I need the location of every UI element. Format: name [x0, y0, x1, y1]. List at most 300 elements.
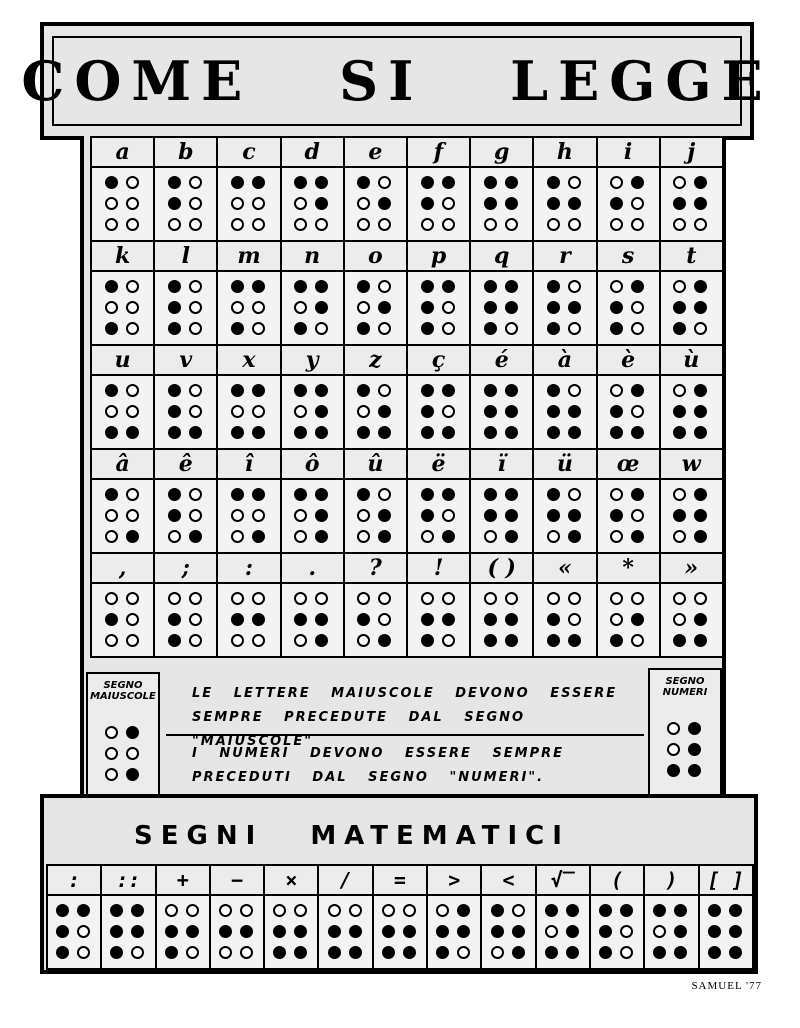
raised-dot	[442, 176, 455, 189]
empty-dot	[168, 218, 181, 231]
raised-dot	[442, 488, 455, 501]
symbol-label: d	[282, 138, 345, 168]
symbol-label: à	[534, 346, 597, 376]
raised-dot	[566, 946, 579, 959]
braille-cell	[661, 168, 724, 242]
empty-dot	[126, 280, 139, 293]
raised-dot	[694, 613, 707, 626]
empty-dot	[484, 530, 497, 543]
raised-dot	[610, 509, 623, 522]
symbol-label: ü	[534, 450, 597, 480]
braille-cell	[345, 168, 408, 242]
raised-dot	[273, 925, 286, 938]
raised-dot	[694, 384, 707, 397]
braille-pattern	[610, 280, 646, 337]
braille-cell	[428, 896, 482, 970]
raised-dot	[673, 301, 686, 314]
raised-dot	[421, 634, 434, 647]
raised-dot	[484, 405, 497, 418]
braille-cell	[598, 376, 661, 450]
braille-pattern	[610, 384, 646, 441]
raised-dot	[165, 946, 178, 959]
symbol-label: œ	[598, 450, 661, 480]
raised-dot	[421, 613, 434, 626]
empty-dot	[512, 904, 525, 917]
raised-dot	[673, 197, 686, 210]
empty-dot	[189, 613, 202, 626]
empty-dot	[610, 218, 623, 231]
raised-dot	[673, 322, 686, 335]
raised-dot	[294, 925, 307, 938]
raised-dot	[252, 176, 265, 189]
empty-dot	[547, 530, 560, 543]
empty-dot	[231, 509, 244, 522]
braille-pattern	[357, 488, 393, 545]
letters-grid	[90, 136, 724, 658]
empty-dot	[547, 218, 560, 231]
braille-cell	[282, 272, 345, 346]
capital-sign-box	[86, 672, 160, 796]
braille-pattern	[168, 488, 204, 545]
capital-sign-dots	[105, 726, 141, 783]
empty-dot	[568, 322, 581, 335]
raised-dot	[599, 904, 612, 917]
symbol-label: y	[282, 346, 345, 376]
braille-cell	[534, 168, 597, 242]
symbol-label: î	[218, 450, 281, 480]
empty-dot	[505, 322, 518, 335]
symbol-label: :	[48, 866, 102, 896]
raised-dot	[599, 946, 612, 959]
braille-cell	[155, 584, 218, 658]
raised-dot	[378, 301, 391, 314]
braille-cell	[645, 896, 699, 970]
raised-dot	[673, 405, 686, 418]
raised-dot	[240, 925, 253, 938]
braille-cell	[155, 272, 218, 346]
raised-dot	[568, 634, 581, 647]
braille-cell	[345, 480, 408, 554]
symbol-label: z	[345, 346, 408, 376]
symbol-label: s	[598, 242, 661, 272]
raised-dot	[568, 509, 581, 522]
braille-cell	[282, 168, 345, 242]
symbol-label: k	[92, 242, 155, 272]
raised-dot	[421, 426, 434, 439]
number-sign-box	[648, 668, 722, 796]
raised-dot	[457, 904, 470, 917]
raised-dot	[673, 634, 686, 647]
empty-dot	[491, 946, 504, 959]
empty-dot	[189, 218, 202, 231]
braille-pattern	[673, 488, 709, 545]
symbol-label: r	[534, 242, 597, 272]
braille-pattern	[294, 280, 330, 337]
empty-dot	[631, 634, 644, 647]
raised-dot	[315, 634, 328, 647]
braille-cell	[92, 168, 155, 242]
braille-pattern	[357, 176, 393, 233]
empty-dot	[673, 218, 686, 231]
empty-dot	[568, 218, 581, 231]
raised-dot	[357, 613, 370, 626]
empty-dot	[631, 301, 644, 314]
raised-dot	[505, 426, 518, 439]
empty-dot	[382, 904, 395, 917]
empty-dot	[357, 301, 370, 314]
raised-dot	[568, 426, 581, 439]
empty-dot	[568, 384, 581, 397]
number-sign-caption: SEGNO NUMERI	[662, 676, 708, 698]
braille-pattern	[231, 592, 267, 649]
empty-dot	[126, 613, 139, 626]
braille-pattern	[436, 904, 472, 961]
symbol-label: â	[92, 450, 155, 480]
raised-dot	[378, 197, 391, 210]
empty-dot	[105, 405, 118, 418]
empty-dot	[294, 218, 307, 231]
raised-dot	[547, 634, 560, 647]
empty-dot	[165, 904, 178, 917]
raised-dot	[484, 322, 497, 335]
raised-dot	[484, 613, 497, 626]
empty-dot	[442, 592, 455, 605]
braille-cell	[471, 584, 534, 658]
raised-dot	[505, 280, 518, 293]
symbol-label: ë	[408, 450, 471, 480]
raised-dot	[105, 613, 118, 626]
empty-dot	[126, 634, 139, 647]
braille-cell	[591, 896, 645, 970]
braille-pattern	[421, 280, 457, 337]
empty-dot	[126, 384, 139, 397]
empty-dot	[77, 946, 90, 959]
raised-dot	[315, 426, 328, 439]
braille-cell	[374, 896, 428, 970]
symbol-label: u	[92, 346, 155, 376]
raised-dot	[421, 405, 434, 418]
raised-dot	[547, 322, 560, 335]
empty-dot	[189, 509, 202, 522]
braille-cell	[218, 584, 281, 658]
empty-dot	[252, 405, 265, 418]
raised-dot	[168, 613, 181, 626]
raised-dot	[694, 197, 707, 210]
raised-dot	[168, 405, 181, 418]
raised-dot	[484, 197, 497, 210]
braille-pattern	[294, 592, 330, 649]
empty-dot	[252, 218, 265, 231]
symbol-label: ×	[265, 866, 319, 896]
raised-dot	[568, 405, 581, 418]
raised-dot	[357, 426, 370, 439]
braille-cell	[92, 272, 155, 346]
braille-pattern	[382, 904, 418, 961]
raised-dot	[189, 426, 202, 439]
empty-dot	[667, 722, 680, 735]
empty-dot	[126, 197, 139, 210]
empty-dot	[653, 925, 666, 938]
symbol-label: p	[408, 242, 471, 272]
empty-dot	[357, 530, 370, 543]
braille-cell	[537, 896, 591, 970]
raised-dot	[505, 488, 518, 501]
raised-dot	[484, 488, 497, 501]
empty-dot	[189, 384, 202, 397]
empty-dot	[545, 925, 558, 938]
empty-dot	[442, 197, 455, 210]
braille-pattern	[105, 176, 141, 233]
braille-pattern	[357, 592, 393, 649]
raised-dot	[688, 722, 701, 735]
raised-dot	[674, 946, 687, 959]
symbol-label: ï	[471, 450, 534, 480]
page-title: COME SI LEGGE	[21, 49, 773, 113]
empty-dot	[252, 592, 265, 605]
raised-dot	[708, 904, 721, 917]
raised-dot	[484, 634, 497, 647]
raised-dot	[294, 280, 307, 293]
empty-dot	[189, 176, 202, 189]
braille-cell	[265, 896, 319, 970]
empty-dot	[442, 509, 455, 522]
symbol-label: w	[661, 450, 724, 480]
empty-dot	[442, 322, 455, 335]
symbol-label: ê	[155, 450, 218, 480]
raised-dot	[168, 488, 181, 501]
raised-dot	[547, 197, 560, 210]
empty-dot	[294, 530, 307, 543]
empty-dot	[219, 904, 232, 917]
math-grid	[46, 864, 754, 970]
symbol-label: ::	[102, 866, 156, 896]
symbol-label: >	[428, 866, 482, 896]
empty-dot	[457, 946, 470, 959]
raised-dot	[421, 322, 434, 335]
raised-dot	[491, 904, 504, 917]
empty-dot	[694, 322, 707, 335]
raised-dot	[610, 197, 623, 210]
raised-dot	[231, 426, 244, 439]
raised-dot	[110, 946, 123, 959]
symbol-label: i	[598, 138, 661, 168]
empty-dot	[252, 301, 265, 314]
raised-dot	[378, 530, 391, 543]
symbol-label: √‾	[537, 866, 591, 896]
raised-dot	[547, 301, 560, 314]
braille-pattern	[547, 384, 583, 441]
braille-cell	[471, 272, 534, 346]
symbol-label: h	[534, 138, 597, 168]
raised-dot	[547, 426, 560, 439]
empty-dot	[105, 592, 118, 605]
raised-dot	[126, 768, 139, 781]
raised-dot	[653, 904, 666, 917]
empty-dot	[357, 592, 370, 605]
raised-dot	[168, 384, 181, 397]
empty-dot	[378, 218, 391, 231]
symbol-label: t	[661, 242, 724, 272]
braille-cell	[92, 480, 155, 554]
braille-cell	[282, 584, 345, 658]
raised-dot	[512, 946, 525, 959]
raised-dot	[357, 322, 370, 335]
empty-dot	[231, 197, 244, 210]
braille-cell	[319, 896, 373, 970]
braille-cell	[48, 896, 102, 970]
raised-dot	[505, 530, 518, 543]
raised-dot	[294, 176, 307, 189]
empty-dot	[421, 530, 434, 543]
braille-pattern	[56, 904, 92, 961]
raised-dot	[547, 488, 560, 501]
braille-pattern	[673, 280, 709, 337]
empty-dot	[273, 904, 286, 917]
empty-dot	[315, 218, 328, 231]
empty-dot	[294, 634, 307, 647]
empty-dot	[610, 592, 623, 605]
raised-dot	[484, 280, 497, 293]
raised-dot	[315, 405, 328, 418]
raised-dot	[231, 176, 244, 189]
braille-cell	[345, 376, 408, 450]
empty-dot	[505, 592, 518, 605]
braille-cell	[92, 584, 155, 658]
braille-cell	[92, 376, 155, 450]
raised-dot	[328, 925, 341, 938]
braille-pattern	[547, 280, 583, 337]
empty-dot	[631, 509, 644, 522]
symbol-label: ô	[282, 450, 345, 480]
raised-dot	[252, 613, 265, 626]
empty-dot	[126, 592, 139, 605]
empty-dot	[378, 280, 391, 293]
braille-pattern	[357, 280, 393, 337]
empty-dot	[105, 634, 118, 647]
raised-dot	[505, 176, 518, 189]
symbol-label: ç	[408, 346, 471, 376]
title-frame	[21, 22, 773, 140]
empty-dot	[126, 322, 139, 335]
symbol-label: !	[408, 554, 471, 584]
empty-dot	[105, 530, 118, 543]
symbol-label: l	[155, 242, 218, 272]
symbol-label: x	[218, 346, 281, 376]
empty-dot	[294, 592, 307, 605]
empty-dot	[673, 530, 686, 543]
braille-pattern	[484, 488, 520, 545]
raised-dot	[328, 946, 341, 959]
raised-dot	[315, 197, 328, 210]
raised-dot	[653, 946, 666, 959]
braille-pattern	[168, 592, 204, 649]
empty-dot	[484, 592, 497, 605]
raised-dot	[694, 176, 707, 189]
raised-dot	[77, 904, 90, 917]
raised-dot	[442, 426, 455, 439]
raised-dot	[631, 426, 644, 439]
raised-dot	[126, 726, 139, 739]
raised-dot	[694, 634, 707, 647]
raised-dot	[382, 925, 395, 938]
symbol-label: v	[155, 346, 218, 376]
empty-dot	[568, 488, 581, 501]
symbol-label: *	[598, 554, 661, 584]
symbol-label: é	[471, 346, 534, 376]
empty-dot	[357, 405, 370, 418]
empty-dot	[105, 301, 118, 314]
raised-dot	[421, 488, 434, 501]
braille-cell	[661, 480, 724, 554]
empty-dot	[328, 904, 341, 917]
empty-dot	[252, 322, 265, 335]
symbol-label: (	[591, 866, 645, 896]
braille-pattern	[484, 176, 520, 233]
braille-pattern	[673, 176, 709, 233]
symbol-label: o	[345, 242, 408, 272]
raised-dot	[729, 946, 742, 959]
raised-dot	[315, 530, 328, 543]
braille-pattern	[653, 904, 689, 961]
raised-dot	[378, 405, 391, 418]
raised-dot	[694, 509, 707, 522]
empty-dot	[442, 218, 455, 231]
raised-dot	[421, 176, 434, 189]
empty-dot	[105, 768, 118, 781]
braille-cell	[661, 584, 724, 658]
empty-dot	[610, 613, 623, 626]
empty-dot	[189, 405, 202, 418]
math-section	[40, 794, 758, 974]
raised-dot	[378, 634, 391, 647]
raised-dot	[566, 904, 579, 917]
symbol-label: b	[155, 138, 218, 168]
raised-dot	[294, 946, 307, 959]
raised-dot	[231, 322, 244, 335]
braille-cell	[598, 584, 661, 658]
raised-dot	[105, 280, 118, 293]
empty-dot	[240, 904, 253, 917]
raised-dot	[547, 384, 560, 397]
braille-pattern	[547, 592, 583, 649]
raised-dot	[631, 176, 644, 189]
raised-dot	[610, 634, 623, 647]
empty-dot	[189, 280, 202, 293]
raised-dot	[294, 426, 307, 439]
empty-dot	[357, 509, 370, 522]
raised-dot	[131, 925, 144, 938]
empty-dot	[315, 322, 328, 335]
braille-pattern	[610, 592, 646, 649]
empty-dot	[442, 634, 455, 647]
empty-dot	[189, 197, 202, 210]
braille-pattern	[105, 280, 141, 337]
raised-dot	[231, 488, 244, 501]
raised-dot	[252, 384, 265, 397]
raised-dot	[729, 904, 742, 917]
symbol-label: ,	[92, 554, 155, 584]
raised-dot	[688, 743, 701, 756]
braille-cell	[345, 584, 408, 658]
braille-pattern	[545, 904, 581, 961]
braille-pattern	[168, 176, 204, 233]
braille-cell	[155, 168, 218, 242]
raised-dot	[378, 426, 391, 439]
empty-dot	[620, 946, 633, 959]
raised-dot	[105, 384, 118, 397]
empty-dot	[105, 197, 118, 210]
raised-dot	[421, 509, 434, 522]
